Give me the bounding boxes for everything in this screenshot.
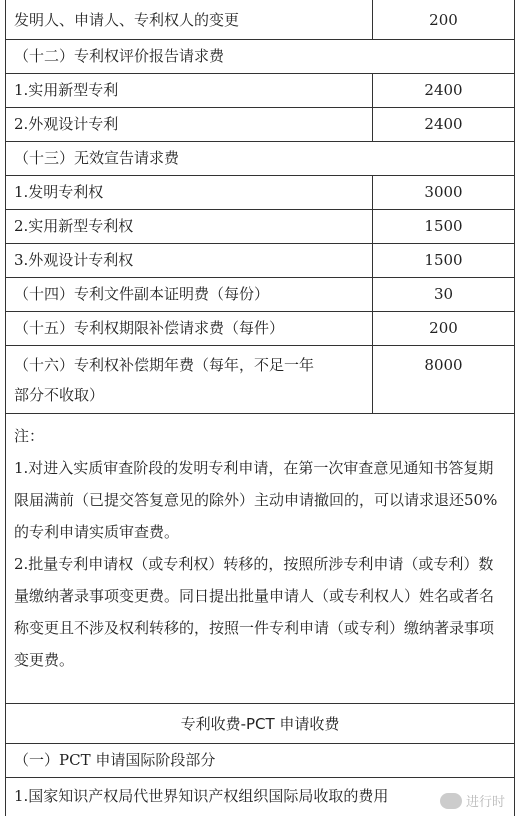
section-heading: （十三）无效宣告请求费: [14, 149, 180, 167]
fee-table: [5, 0, 515, 816]
section-title: 专利收费-PCT 申请收费: [180, 715, 340, 733]
row-value: 2400: [372, 108, 514, 141]
row-label: （十四）专利文件副本证明费（每份）: [14, 285, 270, 303]
table-row: [5, 744, 515, 778]
row-label: 2.外观设计专利: [14, 115, 119, 133]
table-row: [5, 244, 515, 278]
row-label-line: （十六）专利权补偿期年费（每年，不足一年: [14, 356, 315, 374]
table-row: [5, 74, 515, 108]
row-label: （十五）专利权期限补偿请求费（每件）: [14, 319, 285, 337]
row-value: 1500: [372, 244, 514, 277]
table-row: [5, 210, 515, 244]
row-value: 1500: [372, 210, 514, 243]
row-value: 200: [372, 0, 514, 39]
wechat-logo-icon: [440, 793, 462, 809]
row-label: 2.实用新型专利权: [14, 217, 134, 235]
table-row: [5, 0, 515, 40]
watermark: [440, 791, 505, 810]
table-row: [5, 108, 515, 142]
table-row: [5, 778, 515, 816]
row-value: 200: [372, 312, 514, 345]
table-row: [5, 142, 515, 176]
watermark-text: 进行时: [465, 795, 505, 810]
table-row: [5, 704, 515, 744]
row-label: [6, 346, 374, 413]
row-value: 3000: [372, 176, 514, 209]
note-paragraph: 1.对进入实质审查阶段的发明专利申请，在第一次审查意见通知书答复期限届满前（已提交答复意见的除外）主动申请撤回的，可以请求退还50%的专利申请实质审查费。: [14, 459, 498, 541]
table-row: [5, 312, 515, 346]
notes-block: [5, 414, 515, 704]
row-value: 30: [372, 278, 514, 311]
section-heading: （一）PCT 申请国际阶段部分: [14, 751, 216, 769]
table-row: [5, 40, 515, 74]
row-label: 3.外观设计专利权: [14, 251, 134, 269]
row-label: 1.国家知识产权局代世界知识产权组织国际局收取的费用: [14, 787, 389, 805]
table-row: [5, 346, 515, 414]
note-paragraph: 2.批量专利申请权（或专利权）转移的，按照所涉专利申请（或专利）数量缴纳著录事项变更费。同日提出批量申请人（或专利权人）姓名或者名称变更且不涉及权利转移的，按照一件专利申请（或专利）缴纳著录事项变更费。: [14, 555, 495, 669]
row-label: 1.发明专利权: [14, 183, 104, 201]
table-row: [5, 176, 515, 210]
row-label: 发明人、申请人、专利权人的变更: [14, 11, 240, 29]
notes-title: 注：: [14, 427, 45, 445]
row-label: 1.实用新型专利: [14, 81, 119, 99]
table-row: [5, 278, 515, 312]
row-value: 8000: [372, 346, 514, 413]
section-heading: （十二）专利权评价报告请求费: [14, 47, 225, 65]
row-value: 2400: [372, 74, 514, 107]
row-label-line: 部分不收取）: [14, 386, 105, 404]
